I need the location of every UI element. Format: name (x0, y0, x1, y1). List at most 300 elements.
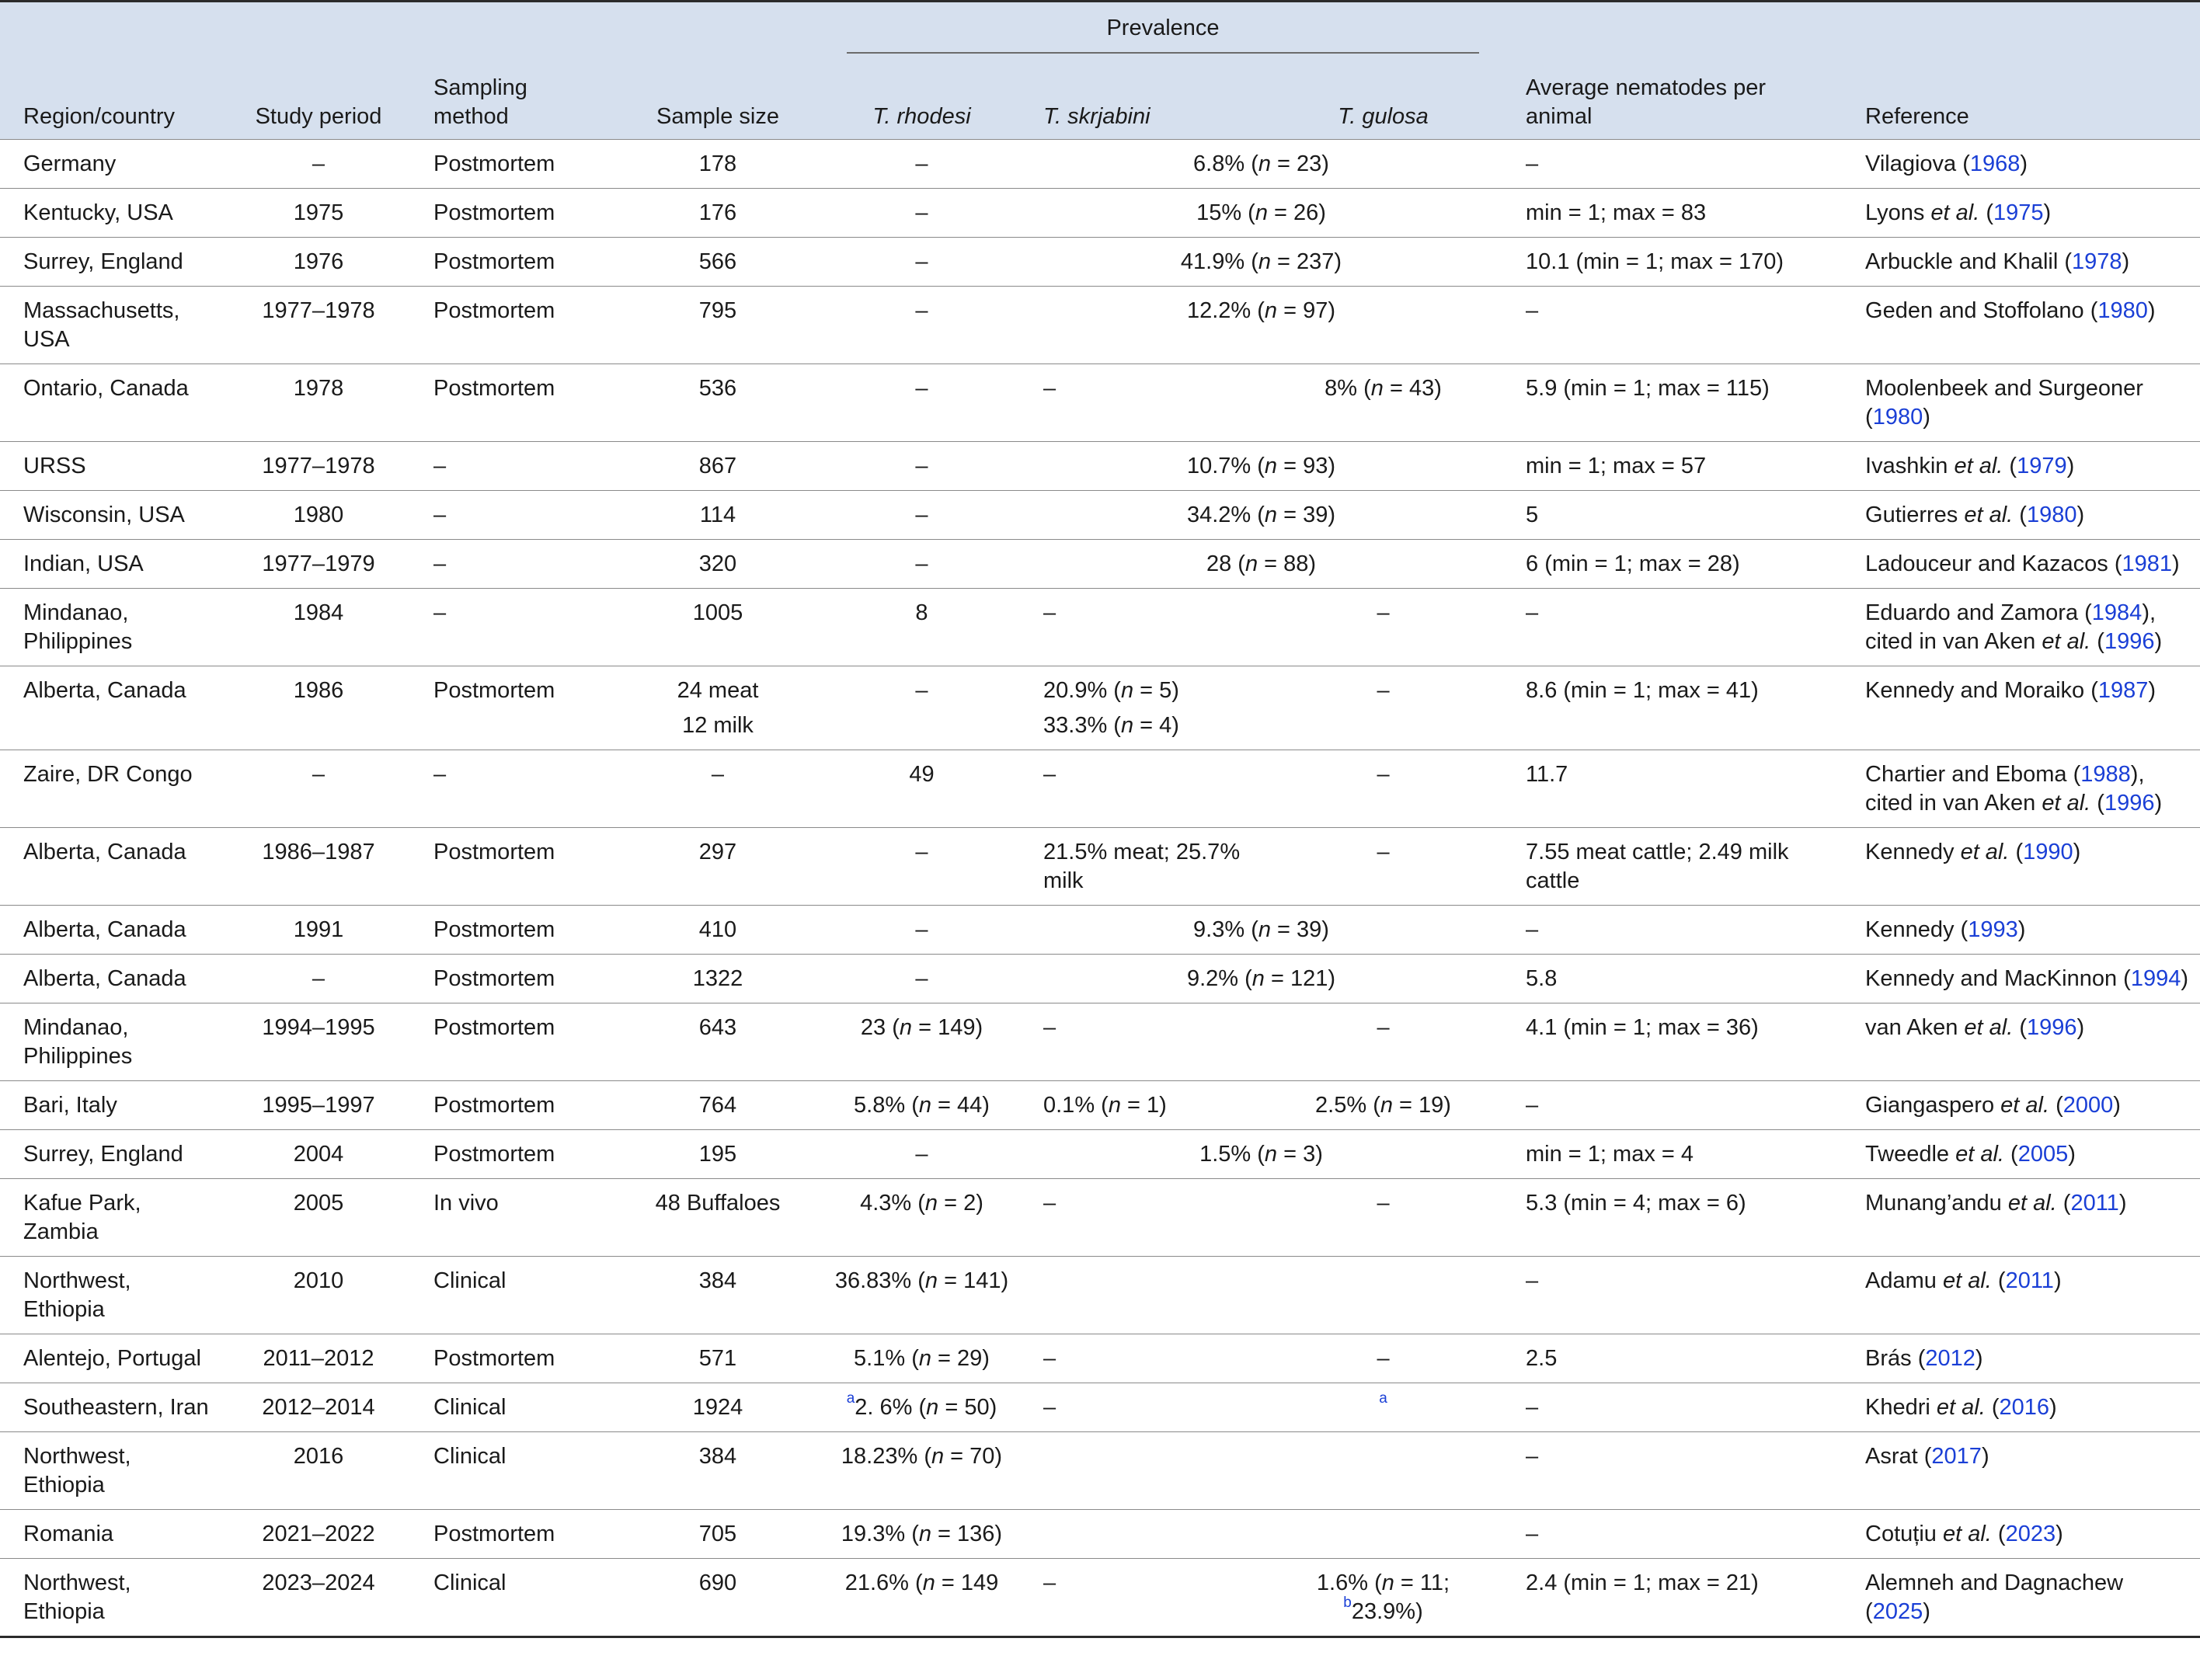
cell-rhodesi-value: 4.3% (n = 2) (860, 1191, 983, 1216)
cell-reference: Adamu et al. (2011) (1842, 1257, 2200, 1334)
cell-rhodesi-value: 18.23% (n = 70) (841, 1444, 1003, 1469)
cell-skrjabini-value: – (1043, 1015, 1056, 1040)
cell-gulosa (1264, 589, 1502, 666)
header-sampling: Sampling method (410, 54, 612, 140)
cell-gulosa (1264, 1179, 1502, 1257)
cell-gulosa (1264, 364, 1502, 442)
cell-gulosa (1264, 1510, 1502, 1559)
cell-gulosa (1264, 828, 1502, 906)
cell-sampling: Postmortem (410, 287, 612, 364)
footnote-marker: a (846, 1390, 855, 1407)
cell-region: Northwest, Ethiopia (0, 1257, 227, 1334)
cell-reference: Cotuțiu et al. (2023) (1842, 1510, 2200, 1559)
cell-period: 1976 (227, 238, 410, 287)
cell-skrjabini (1020, 1081, 1264, 1130)
table-row (0, 238, 2200, 287)
cell-period: 2012–2014 (227, 1383, 410, 1432)
cell-size: 1005 (612, 589, 823, 666)
cell-skrjabini (1020, 1510, 1264, 1559)
cell-period: 1984 (227, 589, 410, 666)
cell-combined-prevalence (1020, 906, 1502, 955)
cell-period: 2010 (227, 1257, 410, 1334)
cell-region: Southeastern, Iran (0, 1383, 227, 1432)
table-row (0, 750, 2200, 828)
cell-region: Massachusetts, USA (0, 287, 227, 364)
table-row (0, 666, 2200, 750)
reference-year-link[interactable]: 2017 (1931, 1444, 1982, 1469)
cell-avg: – (1502, 1432, 1842, 1510)
cell-skrjabini (1020, 1383, 1264, 1432)
header-period: Study period (227, 54, 410, 140)
cell-period: 1986–1987 (227, 828, 410, 906)
cell-sampling: Clinical (410, 1559, 612, 1637)
cell-reference: Munang’andu et al. (2011) (1842, 1179, 2200, 1257)
cell-rhodesi (823, 491, 1020, 540)
table-row (0, 1257, 2200, 1334)
cell-gulosa (1264, 1003, 1502, 1081)
cell-gulosa-value: 8% (n = 43) (1325, 376, 1442, 401)
cell-sampling: Postmortem (410, 238, 612, 287)
cell-combined-value: 34.2% (n = 39) (1186, 503, 1336, 527)
cell-period: 1991 (227, 906, 410, 955)
header-spacer (0, 2, 227, 54)
cell-gulosa-value: – (1377, 600, 1390, 625)
reference-year-link[interactable]: 2025 (1872, 1599, 1923, 1624)
reference-year-link[interactable]: 1975 (1993, 200, 2044, 225)
cell-sampling: In vivo (410, 1179, 612, 1257)
cell-avg: – (1502, 287, 1842, 364)
cell-reference: Giangaspero et al. (2000) (1842, 1081, 2200, 1130)
cell-skrjabini-value: – (1043, 376, 1056, 401)
cell-region: Surrey, England (0, 238, 227, 287)
cell-period: 2004 (227, 1130, 410, 1179)
cell-reference: Kennedy and Moraiko (1987) (1842, 666, 2200, 750)
cell-rhodesi (823, 1179, 1020, 1257)
cell-sampling: Clinical (410, 1257, 612, 1334)
reference-year-link[interactable]: 1994 (2130, 966, 2181, 991)
cell-size: 320 (612, 540, 823, 589)
header-prevalence (823, 2, 1502, 54)
cell-skrjabini-value: 0.1% (n = 1) (1043, 1093, 1167, 1118)
footnote-marker: b (1343, 1595, 1352, 1612)
reference-year-link[interactable]: 1996 (2104, 629, 2155, 654)
cell-reference: Alemneh and Dagnachew (2025) (1842, 1559, 2200, 1637)
cell-sampling: Clinical (410, 1383, 612, 1432)
cell-sampling: Postmortem (410, 1003, 612, 1081)
cell-rhodesi (823, 589, 1020, 666)
reference-year-link[interactable]: 1987 (2097, 678, 2149, 703)
cell-combined-value: 15% (n = 26) (1196, 200, 1326, 225)
cell-rhodesi-value: 5.1% (n = 29) (854, 1346, 990, 1371)
cell-skrjabini-line: 20.9% (n = 5) (1043, 678, 1179, 703)
cell-region: Bari, Italy (0, 1081, 227, 1130)
cell-rhodesi-value: 19.3% (n = 136) (841, 1522, 1003, 1546)
cell-rhodesi-value: – (915, 678, 928, 703)
cell-size: 795 (612, 287, 823, 364)
cell-gulosa-value: 23.9%) (1351, 1599, 1423, 1624)
cell-gulosa (1264, 1432, 1502, 1510)
cell-size: 536 (612, 364, 823, 442)
table-row (0, 1081, 2200, 1130)
cell-skrjabini (1020, 364, 1264, 442)
reference-year-link[interactable]: 2016 (1999, 1395, 2050, 1420)
header-reference: Reference (1842, 54, 2200, 140)
header-gulosa: T. gulosa (1264, 54, 1502, 140)
table-row (0, 540, 2200, 589)
cell-combined-prevalence (1020, 491, 1502, 540)
cell-combined-prevalence (1020, 442, 1502, 491)
cell-skrjabini (1020, 1432, 1264, 1510)
cell-region: Northwest, Ethiopia (0, 1559, 227, 1637)
cell-combined-value: 12.2% (n = 97) (1186, 298, 1336, 323)
cell-gulosa-value: – (1377, 678, 1390, 703)
cell-combined-prevalence (1020, 955, 1502, 1003)
cell-gulosa-value: – (1377, 762, 1390, 787)
cell-size (612, 666, 823, 750)
cell-combined-value: 6.8% (n = 23) (1193, 151, 1329, 176)
cell-rhodesi-value: 2. 6% (n = 50) (855, 1395, 997, 1420)
cell-skrjabini-value: – (1043, 762, 1056, 787)
reference-year-link[interactable]: 1990 (2023, 840, 2073, 864)
cell-region: Kafue Park, Zambia (0, 1179, 227, 1257)
cell-combined-prevalence (1020, 287, 1502, 364)
cell-period: 2011–2012 (227, 1334, 410, 1383)
cell-region: Zaire, DR Congo (0, 750, 227, 828)
cell-sampling: – (410, 442, 612, 491)
cell-rhodesi-value: – (915, 376, 928, 401)
cell-size: 1924 (612, 1383, 823, 1432)
cell-region: Ontario, Canada (0, 364, 227, 442)
reference-year-link[interactable]: 1980 (2097, 298, 2148, 323)
cell-skrjabini-value: – (1043, 1191, 1056, 1216)
cell-skrjabini-value: – (1043, 600, 1056, 625)
cell-gulosa (1264, 1559, 1502, 1637)
header-spacer (410, 2, 612, 54)
header-prevalence-label: Prevalence (1106, 15, 1220, 40)
cell-size: 867 (612, 442, 823, 491)
cell-period: 1977–1978 (227, 442, 410, 491)
table-row (0, 287, 2200, 364)
cell-sampling: Clinical (410, 1432, 612, 1510)
table-row (0, 442, 2200, 491)
cell-rhodesi (823, 828, 1020, 906)
cell-skrjabini-line: 33.3% (n = 4) (1043, 713, 1179, 738)
cell-size: 643 (612, 1003, 823, 1081)
table-row (0, 140, 2200, 189)
cell-avg: min = 1; max = 57 (1502, 442, 1842, 491)
cell-reference: Geden and Stoffolano (1980) (1842, 287, 2200, 364)
cell-avg: min = 1; max = 4 (1502, 1130, 1842, 1179)
cell-avg: 5.9 (min = 1; max = 115) (1502, 364, 1842, 442)
cell-rhodesi (823, 1432, 1020, 1510)
table-row (0, 1559, 2200, 1637)
cell-size: 384 (612, 1257, 823, 1334)
reference-year-link[interactable]: 1978 (2072, 249, 2122, 274)
cell-gulosa (1264, 750, 1502, 828)
cell-region: Germany (0, 140, 227, 189)
cell-skrjabini-value: – (1043, 1395, 1056, 1420)
reference-year-link[interactable]: 2023 (2005, 1522, 2056, 1546)
cell-rhodesi (823, 750, 1020, 828)
cell-rhodesi (823, 1559, 1020, 1637)
cell-region: Romania (0, 1510, 227, 1559)
cell-period: 2016 (227, 1432, 410, 1510)
cell-reference: Gutierres et al. (1980) (1842, 491, 2200, 540)
cell-gulosa-value: – (1377, 840, 1390, 864)
cell-region: Surrey, England (0, 1130, 227, 1179)
cell-period: 2005 (227, 1179, 410, 1257)
cell-sampling: Postmortem (410, 666, 612, 750)
cell-period: 1975 (227, 189, 410, 238)
cell-rhodesi (823, 906, 1020, 955)
table-row (0, 955, 2200, 1003)
cell-reference: Kennedy and MacKinnon (1994) (1842, 955, 2200, 1003)
reference-year-link[interactable]: 2012 (1925, 1346, 1975, 1371)
reference-year-link[interactable]: 1988 (2080, 762, 2131, 787)
cell-rhodesi-value: – (915, 917, 928, 942)
reference-year-link[interactable]: 2011 (2005, 1268, 2054, 1293)
reference-year-link[interactable]: 1993 (1968, 917, 2018, 942)
cell-region: Mindanao, Philippines (0, 1003, 227, 1081)
table-row (0, 1179, 2200, 1257)
cell-size-line: 12 milk (682, 713, 754, 738)
cell-combined-prevalence (1020, 238, 1502, 287)
cell-rhodesi (823, 1510, 1020, 1559)
cell-gulosa-value: – (1377, 1191, 1390, 1216)
cell-combined-value: 28 (n = 88) (1206, 551, 1317, 576)
header-spacer (612, 2, 823, 54)
cell-sampling: Postmortem (410, 1510, 612, 1559)
cell-size: 1322 (612, 955, 823, 1003)
cell-size: 705 (612, 1510, 823, 1559)
cell-reference: Ladouceur and Kazacos (1981) (1842, 540, 2200, 589)
cell-rhodesi-value: – (915, 840, 928, 864)
cell-sampling: Postmortem (410, 364, 612, 442)
cell-region: Northwest, Ethiopia (0, 1432, 227, 1510)
reference-year-link[interactable]: 1981 (2122, 551, 2173, 576)
cell-avg: 5.8 (1502, 955, 1842, 1003)
cell-region: Indian, USA (0, 540, 227, 589)
header-size: Sample size (612, 54, 823, 140)
cell-reference: Chartier and Eboma (1988), cited in van Aken et al. (1996) (1842, 750, 2200, 828)
footnote-marker: a (1379, 1390, 1387, 1407)
reference-year-link[interactable]: 2005 (2017, 1142, 2069, 1167)
cell-avg: – (1502, 1510, 1842, 1559)
table-row (0, 1334, 2200, 1383)
table-row (0, 491, 2200, 540)
cell-skrjabini (1020, 589, 1264, 666)
table-row (0, 189, 2200, 238)
cell-reference: Ivashkin et al. (1979) (1842, 442, 2200, 491)
cell-reference: Eduardo and Zamora (1984), cited in van Aken et al. (1996) (1842, 589, 2200, 666)
cell-gulosa (1264, 1383, 1502, 1432)
cell-size: – (612, 750, 823, 828)
cell-avg: 11.7 (1502, 750, 1842, 828)
cell-skrjabini (1020, 1003, 1264, 1081)
header-spacer (1842, 2, 2200, 54)
table-row (0, 906, 2200, 955)
cell-avg: 2.5 (1502, 1334, 1842, 1383)
cell-avg: – (1502, 140, 1842, 189)
cell-reference: Tweedle et al. (2005) (1842, 1130, 2200, 1179)
cell-rhodesi-value: – (915, 454, 928, 478)
reference-year-link[interactable]: 1979 (2017, 454, 2067, 478)
cell-rhodesi-value: 21.6% (n = 149 (844, 1570, 999, 1595)
cell-size: 176 (612, 189, 823, 238)
cell-gulosa (1264, 666, 1502, 750)
cell-skrjabini (1020, 1559, 1264, 1637)
cell-size: 566 (612, 238, 823, 287)
reference-year-link[interactable]: 1984 (2091, 600, 2143, 625)
table-row (0, 1130, 2200, 1179)
cell-rhodesi (823, 238, 1020, 287)
cell-region: Alberta, Canada (0, 828, 227, 906)
cell-rhodesi-value: – (915, 1142, 928, 1167)
cell-rhodesi-value: – (915, 200, 928, 225)
cell-avg: 4.1 (min = 1; max = 36) (1502, 1003, 1842, 1081)
cell-period: – (227, 750, 410, 828)
cell-size: 48 Buffaloes (612, 1179, 823, 1257)
cell-rhodesi-value: – (915, 551, 928, 576)
cell-gulosa (1264, 1334, 1502, 1383)
reference-year-link[interactable]: 1968 (1969, 151, 2021, 176)
cell-size-line: 24 meat (677, 678, 759, 703)
cell-period: 1980 (227, 491, 410, 540)
cell-reference: Kennedy (1993) (1842, 906, 2200, 955)
cell-gulosa (1264, 1257, 1502, 1334)
cell-sampling: Postmortem (410, 1081, 612, 1130)
reference-year-link[interactable]: 2011 (2070, 1191, 2119, 1216)
cell-size: 195 (612, 1130, 823, 1179)
cell-skrjabini (1020, 1257, 1264, 1334)
cell-period: 1977–1978 (227, 287, 410, 364)
cell-region: Wisconsin, USA (0, 491, 227, 540)
cell-period: 2021–2022 (227, 1510, 410, 1559)
cell-period: 1995–1997 (227, 1081, 410, 1130)
cell-gulosa-value: 2.5% (n = 19) (1315, 1093, 1451, 1118)
cell-sampling: Postmortem (410, 189, 612, 238)
cell-rhodesi (823, 364, 1020, 442)
cell-size: 114 (612, 491, 823, 540)
cell-sampling: Postmortem (410, 828, 612, 906)
cell-reference: Khedri et al. (2016) (1842, 1383, 2200, 1432)
cell-rhodesi-value: – (915, 966, 928, 991)
cell-gulosa (1264, 1081, 1502, 1130)
cell-region: Alentejo, Portugal (0, 1334, 227, 1383)
cell-skrjabini-value: – (1043, 1346, 1056, 1371)
cell-combined-value: 10.7% (n = 93) (1186, 454, 1336, 478)
cell-rhodesi (823, 1383, 1020, 1432)
cell-sampling: – (410, 540, 612, 589)
cell-avg: 5.3 (min = 4; max = 6) (1502, 1179, 1842, 1257)
cell-rhodesi (823, 1334, 1020, 1383)
cell-avg: – (1502, 589, 1842, 666)
cell-rhodesi-value: 36.83% (n = 141) (834, 1268, 1009, 1293)
cell-period: 1994–1995 (227, 1003, 410, 1081)
cell-combined-value: 41.9% (n = 237) (1180, 249, 1342, 274)
cell-sampling: Postmortem (410, 1334, 612, 1383)
header-region: Region/country (0, 54, 227, 140)
reference-year-link[interactable]: 1996 (2026, 1015, 2077, 1040)
cell-rhodesi (823, 1257, 1020, 1334)
cell-period: 2023–2024 (227, 1559, 410, 1637)
cell-rhodesi (823, 189, 1020, 238)
cell-avg: 7.55 meat cattle; 2.49 milk cattle (1502, 828, 1842, 906)
cell-rhodesi-value: – (915, 151, 928, 176)
cell-skrjabini (1020, 1334, 1264, 1383)
cell-combined-prevalence (1020, 1130, 1502, 1179)
cell-avg: 2.4 (min = 1; max = 21) (1502, 1559, 1842, 1637)
reference-year-link[interactable]: 2000 (2062, 1093, 2114, 1118)
cell-sampling: – (410, 750, 612, 828)
cell-reference: Asrat (2017) (1842, 1432, 2200, 1510)
reference-year-link[interactable]: 1980 (1872, 405, 1923, 430)
cell-period: – (227, 140, 410, 189)
cell-region: Alberta, Canada (0, 666, 227, 750)
cell-avg: 8.6 (min = 1; max = 41) (1502, 666, 1842, 750)
cell-combined-value: 9.2% (n = 121) (1186, 966, 1336, 991)
header-rhodesi: T. rhodesi (823, 54, 1020, 140)
cell-avg: 10.1 (min = 1; max = 170) (1502, 238, 1842, 287)
cell-combined-value: 1.5% (n = 3) (1199, 1142, 1323, 1167)
cell-period: 1977–1979 (227, 540, 410, 589)
header-spacer (227, 2, 410, 54)
cell-skrjabini-value: 21.5% meat; 25.7% milk (1043, 840, 1241, 893)
cell-sampling: Postmortem (410, 140, 612, 189)
cell-region: Alberta, Canada (0, 955, 227, 1003)
cell-combined-value: 9.3% (n = 39) (1193, 917, 1329, 942)
table-row (0, 1432, 2200, 1510)
cell-avg: min = 1; max = 83 (1502, 189, 1842, 238)
reference-year-link[interactable]: 1980 (2026, 503, 2077, 527)
cell-rhodesi-value: – (915, 249, 928, 274)
cell-rhodesi-value: 23 (n = 149) (860, 1015, 983, 1040)
cell-period: 1986 (227, 666, 410, 750)
cell-rhodesi (823, 442, 1020, 491)
cell-avg: – (1502, 1383, 1842, 1432)
cell-rhodesi (823, 1003, 1020, 1081)
cell-gulosa-value: – (1377, 1015, 1390, 1040)
cell-size: 384 (612, 1432, 823, 1510)
cell-avg: 5 (1502, 491, 1842, 540)
cell-period: 1978 (227, 364, 410, 442)
cell-skrjabini (1020, 828, 1264, 906)
cell-sampling: – (410, 491, 612, 540)
cell-combined-prevalence (1020, 540, 1502, 589)
cell-size: 410 (612, 906, 823, 955)
cell-rhodesi (823, 540, 1020, 589)
cell-skrjabini (1020, 666, 1264, 750)
cell-skrjabini (1020, 750, 1264, 828)
cell-rhodesi (823, 140, 1020, 189)
cell-rhodesi (823, 666, 1020, 750)
cell-rhodesi (823, 1130, 1020, 1179)
cell-avg: – (1502, 1081, 1842, 1130)
table-row (0, 589, 2200, 666)
cell-rhodesi-value: 8 (915, 600, 928, 625)
reference-year-link[interactable]: 1996 (2104, 791, 2155, 816)
cell-reference: Vilagiova (1968) (1842, 140, 2200, 189)
cell-region: Kentucky, USA (0, 189, 227, 238)
cell-rhodesi-value: 49 (909, 762, 935, 787)
cell-sampling: – (410, 589, 612, 666)
cell-gulosa-value: – (1377, 1346, 1390, 1371)
cell-avg: 6 (min = 1; max = 28) (1502, 540, 1842, 589)
table-row (0, 1003, 2200, 1081)
table-body (0, 140, 2200, 1637)
header-skrjabini: T. skrjabini (1020, 54, 1264, 140)
cell-combined-prevalence (1020, 140, 1502, 189)
